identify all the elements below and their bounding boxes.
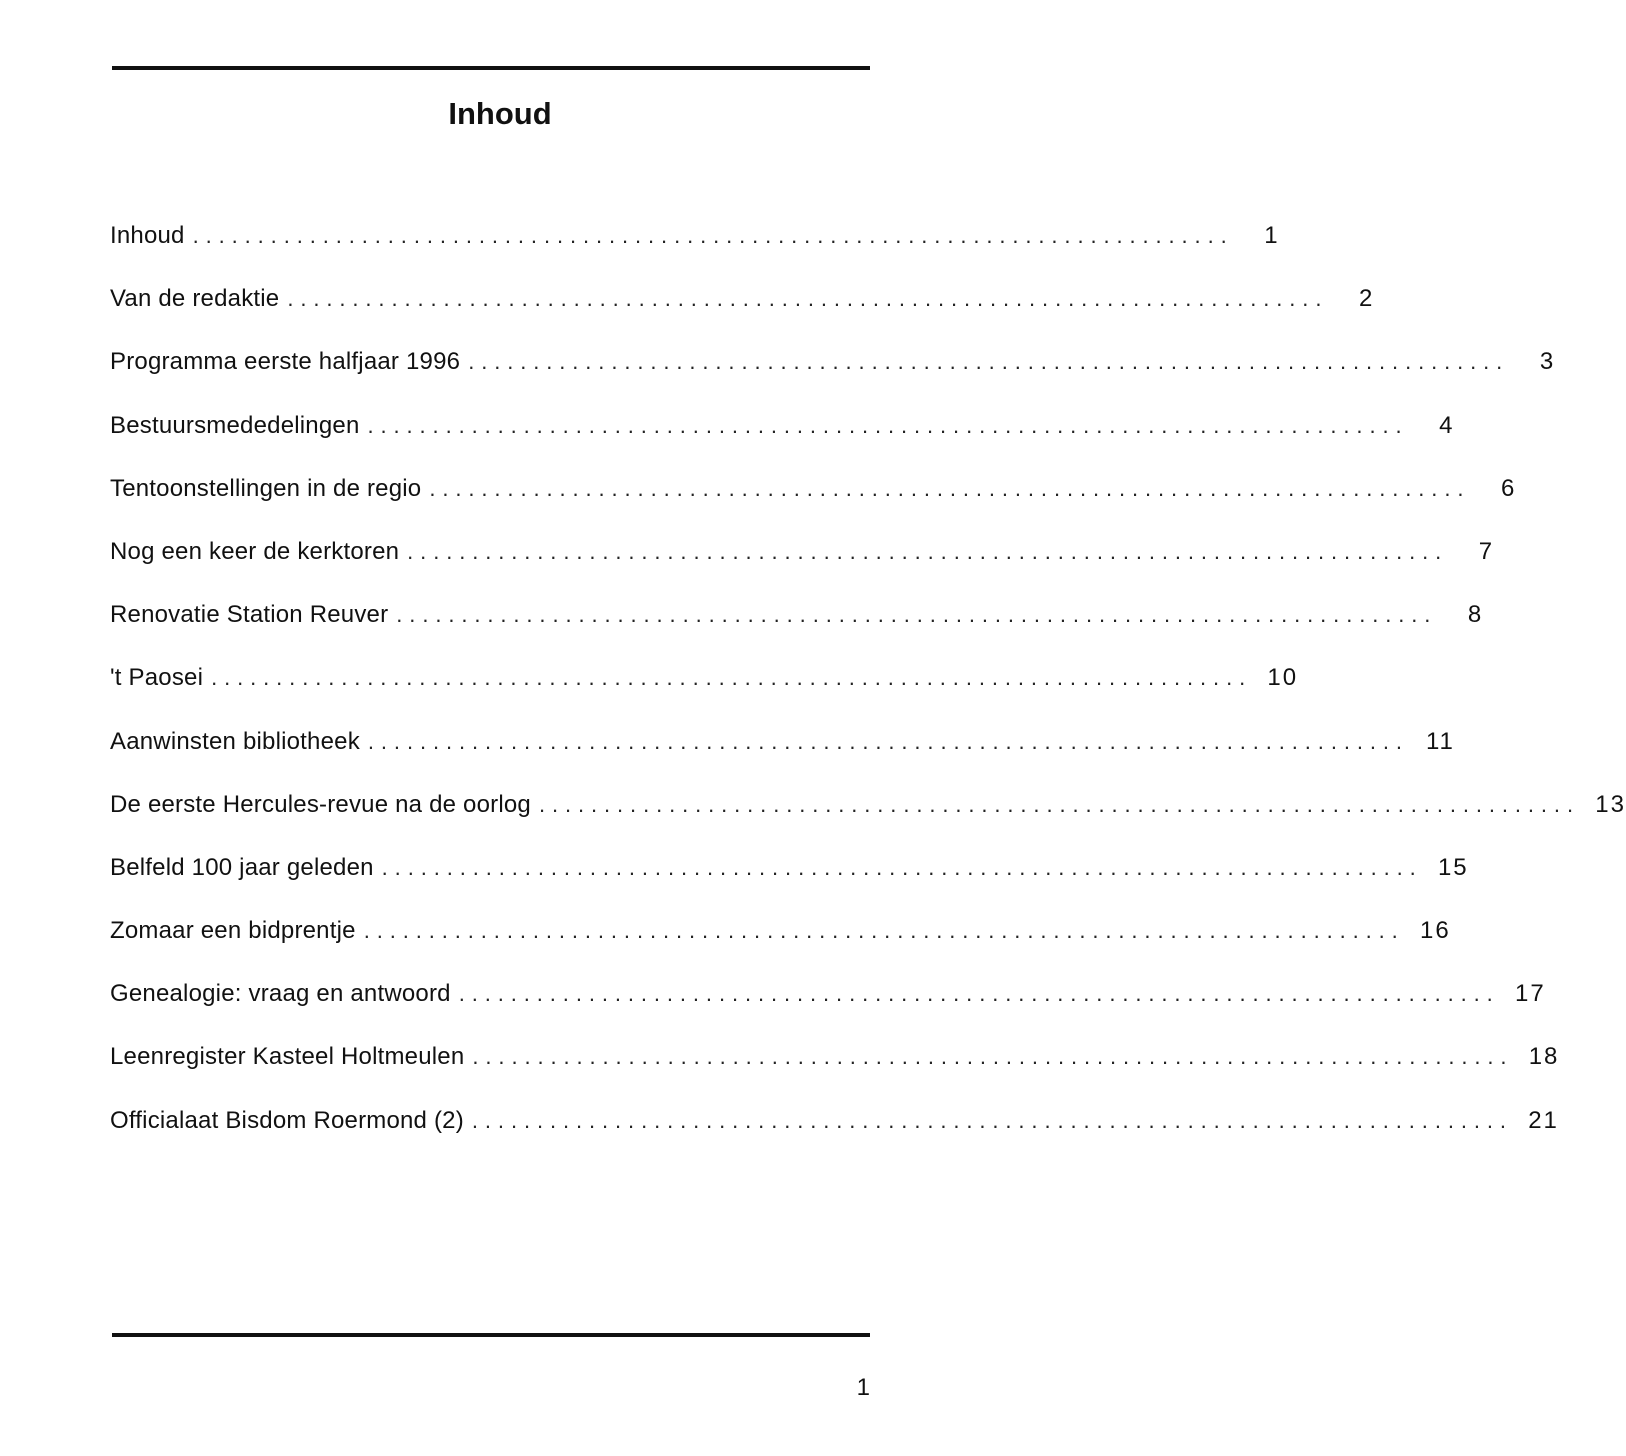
toc-entry [110, 601, 1484, 664]
table-of-contents [110, 222, 1626, 1170]
dot-leader: ................................................................................ [538, 791, 1580, 817]
toc-entry [110, 1043, 1560, 1106]
toc-entry-title: De eerste Hercules-revue na de oorlog [110, 790, 531, 818]
toc-entry [110, 222, 1280, 285]
toc-entry-title: Aanwinsten bibliotheek [110, 727, 360, 755]
toc-entry [110, 853, 1469, 917]
toc-entry-title: Leenregister Kasteel Holtmeulen [110, 1043, 465, 1071]
page-title: Inhoud [448, 96, 552, 131]
dot-leader: ................................................................................ [287, 286, 1329, 312]
toc-entry-page: 15 [1437, 853, 1469, 881]
dot-leader: ................................................................................ [468, 349, 1510, 375]
toc-entry [110, 411, 1455, 475]
toc-entry-page: 4 [1439, 411, 1455, 439]
toc-entry-page: 2 [1358, 285, 1375, 313]
toc-entry-title: Bestuursmededelingen [110, 411, 360, 439]
dot-leader: ................................................................................ [472, 1044, 1514, 1070]
dot-leader: ................................................................................ [367, 728, 1409, 754]
toc-entry-page: 11 [1425, 727, 1455, 755]
toc-entry [110, 980, 1546, 1043]
toc-entry-title: Programma eerste halfjaar 1996 [110, 348, 461, 376]
dot-leader: ................................................................................ [363, 918, 1405, 944]
bottom-rule [112, 1333, 870, 1337]
toc-entry-page: 13 [1595, 790, 1626, 818]
toc-entry [110, 285, 1375, 348]
toc-entry-title: Officialaat Bisdom Roermond (2) [110, 1106, 464, 1134]
toc-entry-page: 16 [1419, 917, 1451, 945]
toc-entry [110, 348, 1556, 411]
toc-entry-title: Belfeld 100 jaar geleden [110, 853, 374, 881]
toc-entry-page: 6 [1500, 474, 1517, 502]
dot-leader: ................................................................................ [407, 538, 1449, 564]
dot-leader: ................................................................................ [396, 602, 1438, 628]
toc-entry [110, 537, 1495, 601]
page-number: 1 [856, 1374, 870, 1401]
dot-leader: ................................................................................ [458, 981, 1500, 1007]
dot-leader: ................................................................................ [471, 1107, 1513, 1133]
toc-entry-title: Inhoud [110, 222, 185, 249]
dot-leader: ................................................................................ [429, 475, 1471, 501]
toc-entry-page: 7 [1478, 537, 1495, 565]
toc-entry [110, 664, 1299, 727]
toc-entry-title: Nog een keer de kerktoren [110, 537, 400, 565]
toc-entry-title: Genealogie: vraag en antwoord [110, 980, 451, 1008]
toc-entry-title: 't Paosei [110, 664, 204, 692]
dot-leader: ................................................................................ [367, 412, 1409, 438]
toc-entry-page: 18 [1528, 1043, 1560, 1071]
dot-leader: ................................................................................ [192, 223, 1234, 248]
toc-entry-page: 8 [1467, 601, 1484, 629]
toc-entry-title: Zomaar een bidprentje [110, 917, 356, 945]
toc-entry-page: 10 [1267, 664, 1299, 692]
toc-entry-page: 21 [1528, 1106, 1559, 1134]
toc-entry [110, 727, 1455, 791]
toc-entry-page: 1 [1264, 222, 1280, 249]
toc-entry-page: 17 [1514, 980, 1546, 1008]
toc-entry [110, 917, 1451, 980]
toc-entry [110, 474, 1517, 538]
toc-entry [110, 790, 1626, 854]
toc-entry-title: Van de redaktie [110, 285, 280, 313]
dot-leader: ................................................................................ [211, 665, 1253, 691]
dot-leader: ................................................................................ [381, 854, 1423, 880]
toc-entry-title: Renovatie Station Reuver [110, 601, 389, 629]
top-rule [112, 66, 870, 70]
toc-entry-page: 3 [1539, 348, 1556, 376]
toc-entry-title: Tentoonstellingen in de regio [110, 474, 422, 502]
toc-entry [110, 1106, 1559, 1170]
